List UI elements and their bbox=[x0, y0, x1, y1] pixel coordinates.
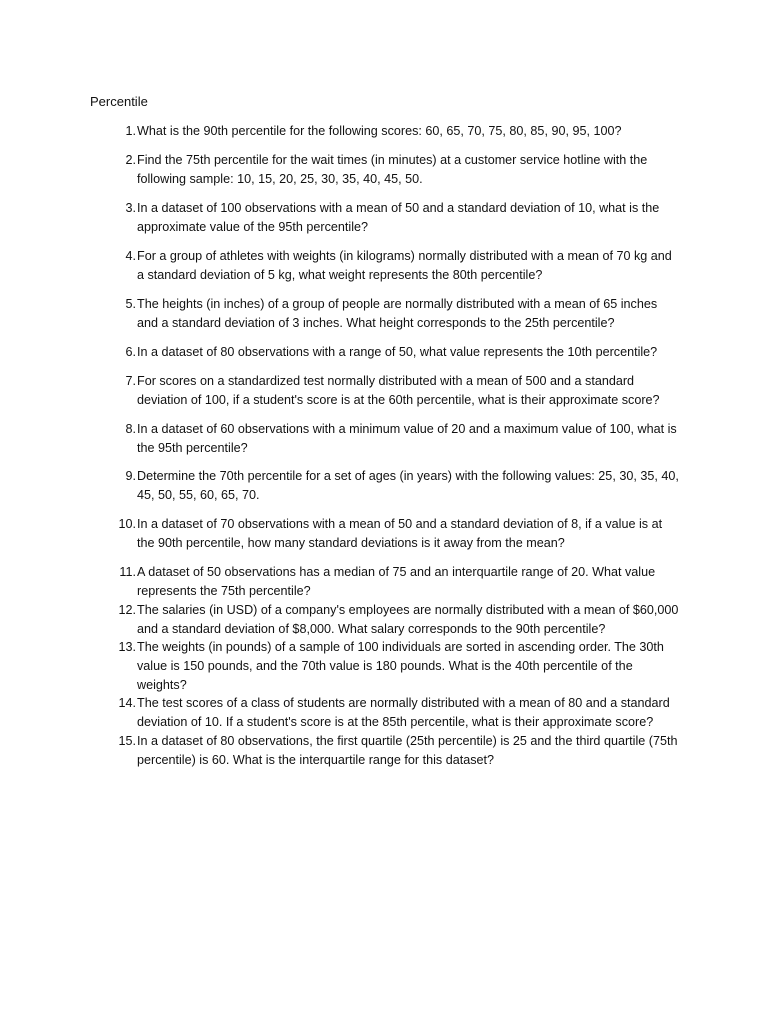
question-number: 1. bbox=[125, 124, 136, 138]
question-number: 14. bbox=[118, 696, 136, 710]
question-text: The test scores of a class of students are normally distributed with a mean of 80 and a standard deviation of 10. If a student's score is at the 85th percentile, what is their approximate score? bbox=[137, 696, 670, 729]
question-text: For a group of athletes with weights (in kilograms) normally distributed with a mean of 70 kg and a standard deviation of 5 kg, what weight represents the 80th percentile? bbox=[137, 249, 672, 282]
question-number: 12. bbox=[118, 603, 136, 617]
question-text: In a dataset of 80 observations, the first quartile (25th percentile) is 25 and the third quartile (75th percentile) is 60. What is the interquartile range for this dataset? bbox=[137, 734, 678, 767]
question-item bbox=[110, 694, 680, 732]
question-item bbox=[110, 420, 680, 458]
question-text: Find the 75th percentile for the wait times (in minutes) at a customer service hotline with the following sample: 10, 15, 20, 25, 30, 35, 40, 45, 50. bbox=[137, 153, 648, 186]
question-item bbox=[110, 638, 680, 695]
question-text: A dataset of 50 observations has a median of 75 and an interquartile range of 20. What value represents the 75th percentile? bbox=[137, 565, 656, 598]
question-number: 11. bbox=[119, 565, 136, 579]
page-title: Percentile bbox=[90, 94, 148, 109]
question-number: 3. bbox=[125, 201, 136, 215]
question-item bbox=[110, 247, 680, 285]
question-text: What is the 90th percentile for the following scores: 60, 65, 70, 75, 80, 85, 90, 95, 100? bbox=[137, 124, 622, 138]
question-item bbox=[110, 563, 680, 601]
question-number: 8. bbox=[125, 422, 136, 436]
question-item bbox=[110, 295, 680, 333]
question-number: 4. bbox=[125, 249, 136, 263]
question-text: In a dataset of 80 observations with a range of 50, what value represents the 10th percentile? bbox=[137, 345, 658, 359]
question-text: The heights (in inches) of a group of people are normally distributed with a mean of 65 inches and a standard deviation of 3 inches. What height corresponds to the 25th percentile? bbox=[137, 297, 658, 330]
question-number: 6. bbox=[125, 345, 136, 359]
question-item bbox=[110, 732, 680, 770]
question-item bbox=[110, 372, 680, 410]
question-item bbox=[110, 601, 680, 639]
question-text: The salaries (in USD) of a company's employees are normally distributed with a mean of $60,000 and a standard deviation of $8,000. What salary corresponds to the 90th percentile? bbox=[137, 603, 679, 636]
question-item bbox=[110, 343, 680, 362]
question-item bbox=[110, 122, 680, 141]
question-number: 5. bbox=[125, 297, 136, 311]
question-text: Determine the 70th percentile for a set of ages (in years) with the following values: 25, 30, 35, 40, 45, 50, 55, 60, 65, 70. bbox=[137, 469, 679, 502]
question-text: For scores on a standardized test normally distributed with a mean of 500 and a standard deviation of 100, if a student's score is at the 60th percentile, what is their approximate score? bbox=[137, 374, 660, 407]
question-number: 7. bbox=[125, 374, 136, 388]
question-text: The weights (in pounds) of a sample of 100 individuals are sorted in ascending order. The 30th value is 150 pounds, and the 70th value is 180 pounds. What is the 40th percentile of the weights? bbox=[137, 640, 664, 692]
question-text: In a dataset of 60 observations with a minimum value of 20 and a maximum value of 100, what is the 95th percentile? bbox=[137, 422, 677, 455]
question-text: In a dataset of 100 observations with a mean of 50 and a standard deviation of 10, what is the approximate value of the 95th percentile? bbox=[137, 201, 660, 234]
question-item bbox=[110, 515, 680, 553]
question-number: 15. bbox=[118, 734, 136, 748]
question-number: 10. bbox=[118, 517, 136, 531]
question-number: 13. bbox=[118, 640, 136, 654]
question-item bbox=[110, 199, 680, 237]
question-item bbox=[110, 467, 680, 505]
question-text: In a dataset of 70 observations with a mean of 50 and a standard deviation of 8, if a value is at the 90th percentile, how many standard deviations is it away from the mean? bbox=[137, 517, 663, 550]
question-number: 2. bbox=[125, 153, 136, 167]
question-item bbox=[110, 151, 680, 189]
question-number: 9. bbox=[125, 469, 136, 483]
